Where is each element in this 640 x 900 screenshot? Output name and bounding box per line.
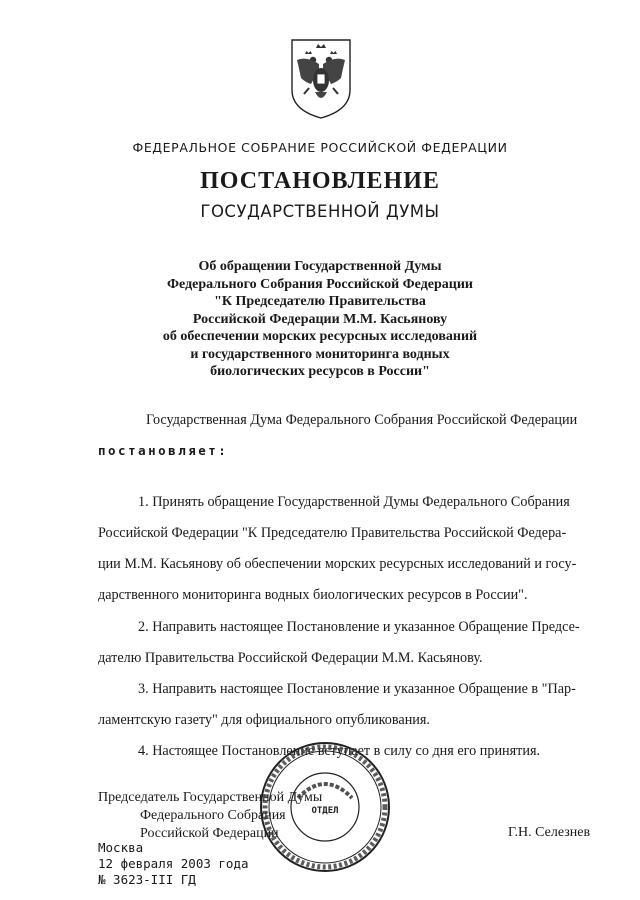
signature-title-line: Российской Федерации bbox=[140, 826, 279, 841]
intro-text: Государственная Дума Федерального Собрания Российской Федерации bbox=[146, 412, 578, 428]
title-line: Об обращении Государственной Думы bbox=[198, 259, 442, 274]
document-footer bbox=[98, 840, 249, 888]
signer-name: Г.Н. Селезнев bbox=[508, 825, 591, 840]
official-stamp bbox=[258, 740, 392, 874]
paragraph-line: Российской Федерации "К Председателю Правительства Российской Федера- bbox=[98, 525, 567, 541]
organization-name: ФЕДЕРАЛЬНОЕ СОБРАНИЕ РОССИЙСКОЙ ФЕДЕРАЦИИ bbox=[132, 140, 508, 155]
paragraph-line: 2. Направить настоящее Постановление и указанное Обращение Предсе- bbox=[138, 619, 580, 635]
footer-date: 12 февраля 2003 года bbox=[98, 856, 249, 871]
paragraph-line: ции М.М. Касьянову об обеспечении морских ресурсных исследований и госу- bbox=[98, 556, 577, 572]
title-line: об обеспечении морских ресурсных исследований bbox=[162, 329, 478, 344]
title-line: биологических ресурсов в России" bbox=[210, 364, 430, 379]
resolves-text: постановляет: bbox=[98, 443, 229, 458]
paragraph-line: ламентскую газету" для официального опубликования. bbox=[98, 712, 430, 728]
title-line: "К Председателю Правительства bbox=[214, 294, 426, 309]
paragraph-2 bbox=[98, 612, 610, 674]
document-title bbox=[0, 258, 640, 381]
signature-title-line: Федерального Собрания bbox=[140, 808, 286, 823]
title-line: Федерального Собрания Российской Федерации bbox=[167, 276, 473, 292]
paragraph-line: 4. Настоящее Постановление вступает в силу со дня его принятия. bbox=[138, 743, 541, 759]
paragraph-line: дателю Правительства Российской Федерации М.М. Касьянову. bbox=[98, 650, 483, 666]
title-line: Российской Федерации М.М. Касьянову bbox=[192, 311, 448, 327]
signature-title-line: Председатель Государственной Думы bbox=[98, 790, 323, 805]
coat-of-arms-emblem bbox=[289, 38, 353, 120]
title-line: и государственного мониторинга водных bbox=[190, 346, 450, 362]
paragraph-line: дарственного мониторинга водных биологических ресурсов в России". bbox=[98, 587, 528, 603]
paragraph-3 bbox=[98, 674, 610, 736]
paragraph-1 bbox=[98, 487, 610, 611]
stamp-center-text: ОТДЕЛ bbox=[311, 806, 339, 816]
paragraph-line: 1. Принять обращение Государственной Думы Федерального Собрания bbox=[138, 494, 570, 510]
document-subtype: ГОСУДАРСТВЕННОЙ ДУМЫ bbox=[200, 202, 440, 221]
footer-city: Москва bbox=[98, 840, 144, 855]
document-type: ПОСТАНОВЛЕНИЕ bbox=[200, 168, 440, 194]
footer-number: № 3623-III ГД bbox=[98, 872, 196, 887]
paragraph-line: 3. Направить настоящее Постановление и указанное Обращение в "Пар- bbox=[138, 681, 576, 697]
